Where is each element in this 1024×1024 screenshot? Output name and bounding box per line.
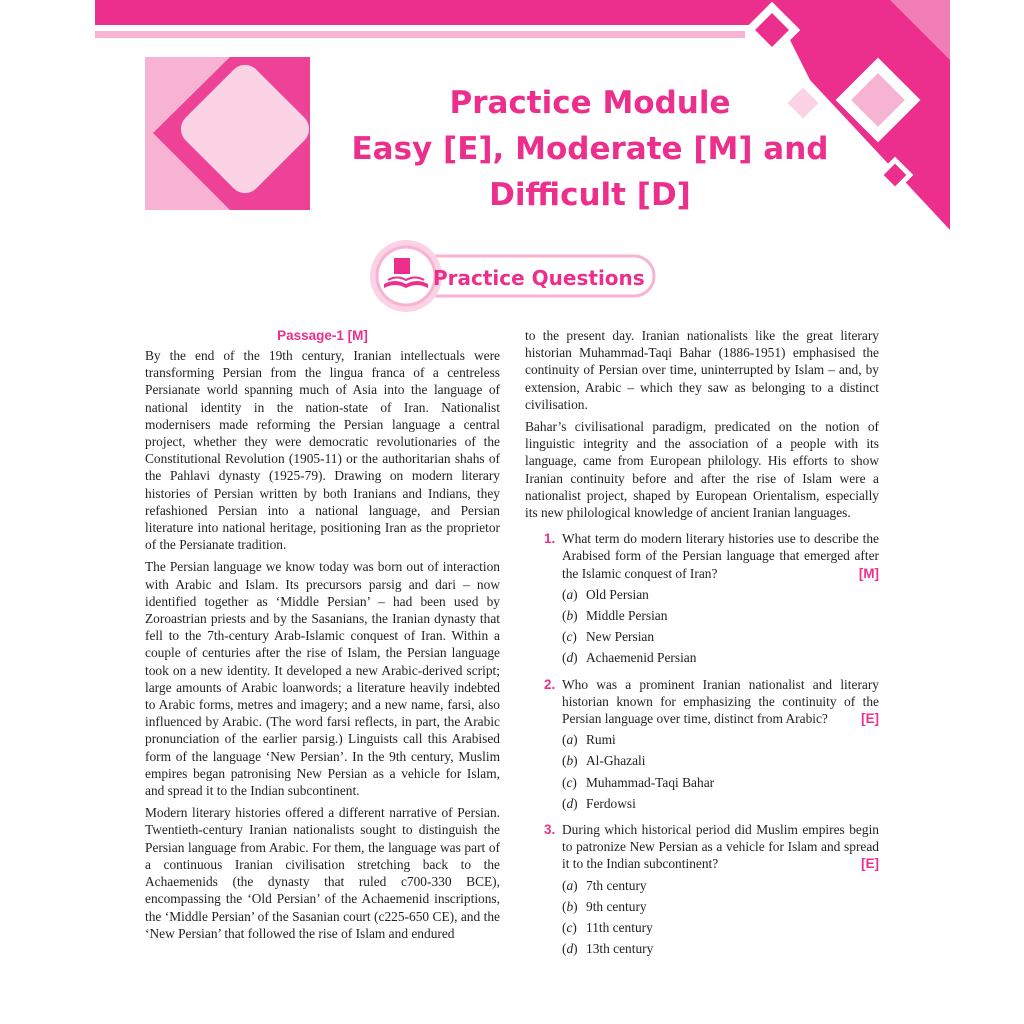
option-key: c	[566, 629, 573, 645]
option-d[interactable]: (d) 13th century	[562, 941, 654, 957]
option-key: d	[566, 941, 574, 957]
passage-paragraph-1: By the end of the 19th century, Iranian intellectuals were transforming Persian from the lingua franca of a centreless Persianate world spanning much of Asia into the language of national identity in the nation-state of Iran. Nationalist modernisers made reforming the Persian language a central project, whether they were democratic revolutionaries of the Constitutional Revolution (1905-11) or the authoritarian shahs of the Pahlavi dynasty (1925-79). Drawing on modern literary histories of Persian written by both Iranians and Indians, they refashioned Persian into a national language, and Persian literature into national heritage, positioning Iran as the proprietor of the Persianate tradition.	[145, 348, 500, 553]
option-c[interactable]: (c) 11th century	[562, 920, 653, 936]
option-text: 11th century	[586, 920, 653, 936]
option-key: b	[566, 608, 574, 624]
title-line-2: Easy [E], Moderate [M] and	[351, 131, 829, 167]
title-line-3: Difficult [D]	[489, 177, 691, 213]
question-body: Who was a prominent Iranian nationalist and literary historian known for emphasizing the continuity of the Persian language over time, distinct from Arabic?	[562, 676, 879, 727]
passage-paragraph-2: The Persian language we know today was born out of interaction with Arabic and Islam. Its precursors parsig and dari – now identified together as ‘Middle Persian’ – had been used by Zoroastrian priests and by the Sasanians, the Iranian dynasty that fell to the 7th-century Arab-Islamic conquest of Iran. Within a couple of centuries after the rise of Islam, the Persian language took on a new identity. It developed a new Arabic-derived script; large amounts of Arabic loanwords; a literature heavily indebted to Arabic forms, metres and imagery; and a new name, farsi, also influenced by Arabic. (The word farsi reflects, in part, the Arabic pronunciation of the earlier parsig.) Linguists call this Arabised form of the language ‘New Persian’. In the 9th century, Muslim empires began patronising New Persian as a vehicle for Islam, and spread it to the Indian subcontinent.	[145, 559, 500, 799]
option-text: 13th century	[586, 941, 654, 957]
difficulty-tag: [E]	[861, 711, 879, 727]
option-text: 7th century	[586, 877, 647, 893]
option-b[interactable]: (b) Al-Ghazali	[562, 753, 646, 769]
option-d[interactable]: (d) Ferdowsi	[562, 795, 636, 811]
passage-paragraph-3: Modern literary histories offered a different narrative of Persian. Twentieth-century Iranian nationalists sought to distinguish the Persian language from Arabic. For them, the language was part of a continuous Iranian civilisation stretching back to the Achaemenids (the dynasty that ruled c700-330 BCE), encompassing the ‘Old Persian’ of the Achaemenid inscriptions, the ‘Middle Persian’ of the Sasanian court (c225-650 CE), and the ‘New Persian’ that followed the rise of Islam and endured	[145, 805, 500, 941]
question-number: 3.	[544, 822, 556, 838]
option-a[interactable]: (a) Old Persian	[562, 586, 649, 602]
option-key: c	[566, 774, 573, 790]
question-body: What term do modern literary histories use to describe the Arabised form of the Persian language that emerged after the Islamic conquest of Iran?	[562, 531, 879, 581]
option-key: a	[566, 732, 574, 748]
option-key: a	[566, 877, 574, 893]
option-text: Rumi	[586, 732, 616, 748]
passage-paragraph-5: Bahar’s civilisational paradigm, predicated on the notion of linguistic integrity and the association of a people with its language, came from European philology. His efforts to show Iranian continuity before and after the rise of Islam were a nationalist project, shaped by European Orientalism, especially its new philological knowledge of ancient Iranian languages.	[525, 419, 879, 521]
question-number: 1.	[544, 531, 556, 547]
option-text: New Persian	[586, 629, 655, 645]
question-text	[562, 821, 879, 873]
option-c[interactable]: (c) Muhammad-Taqi Bahar	[562, 774, 715, 790]
option-text: Muhammad-Taqi Bahar	[586, 774, 715, 790]
option-key: d	[566, 650, 574, 666]
question-1	[525, 530, 879, 666]
option-text: 9th century	[586, 898, 647, 914]
left-column	[145, 327, 500, 947]
header-thin-bar	[95, 31, 745, 38]
option-text: Middle Persian	[586, 608, 668, 624]
option-text: Achaemenid Persian	[586, 650, 697, 666]
option-text: Old Persian	[586, 586, 649, 602]
difficulty-tag: [E]	[861, 856, 879, 872]
option-b[interactable]: (b) 9th century	[562, 898, 647, 914]
passage-paragraph-4: to the present day. Iranian nationalists like the great literary historian Muhammad-Taqi Bahar (1886-1951) emphasised the continuity of Persian over time, uninterrupted by Islam – and, by extension, Arabic – which they saw as belonging to a distinct civilisation.	[525, 328, 879, 412]
option-key: a	[566, 586, 574, 602]
question-3	[525, 821, 879, 957]
option-text: Ferdowsi	[586, 795, 636, 811]
option-a[interactable]: (a) 7th century	[562, 877, 647, 893]
option-d[interactable]: (d) Achaemenid Persian	[562, 650, 697, 666]
option-key: b	[566, 898, 574, 914]
header-left-decoration	[145, 57, 310, 212]
question-body: During which historical period did Muslim empires begin to patronize New Persian as a vehicle for Islam and spread it to the Indian subcontinent?	[562, 822, 879, 872]
option-key: b	[566, 753, 574, 769]
option-text: Al-Ghazali	[586, 753, 646, 769]
option-key: c	[566, 920, 573, 936]
option-a[interactable]: (a) Rumi	[562, 732, 616, 748]
difficulty-tag: [M]	[858, 565, 879, 581]
question-2	[525, 676, 879, 812]
right-column	[525, 327, 879, 958]
title-line-1: Practice Module	[449, 85, 731, 121]
page-title	[330, 80, 850, 218]
option-b[interactable]: (b) Middle Persian	[562, 608, 668, 624]
question-text	[562, 676, 879, 728]
section-label: Practice Questions	[433, 266, 645, 290]
option-c[interactable]: (c) New Persian	[562, 629, 655, 645]
passage-title: Passage-1 [M]	[277, 328, 368, 343]
question-number: 2.	[544, 676, 556, 692]
option-key: d	[566, 795, 574, 811]
question-text	[562, 530, 879, 582]
